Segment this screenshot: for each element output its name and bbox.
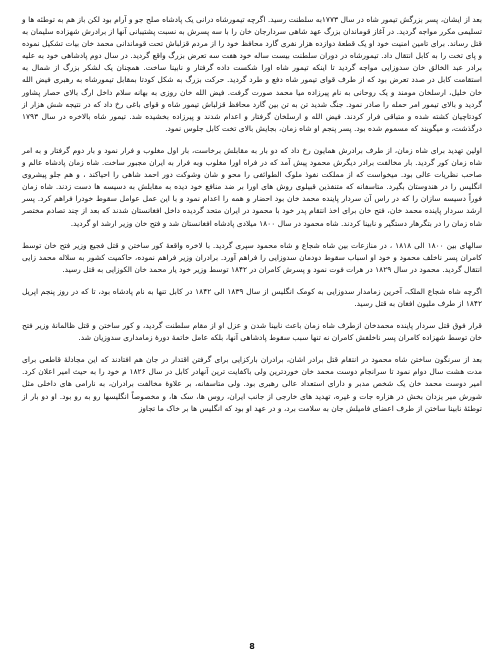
paragraph-shah-zaman: اولین تهدید برای شاه زمان، از طرف برادرش همایون رخ داد که دو بار به مقابلش برخاست، بار اول مغلوب و فرار نمود و بار دوم گرفتار و به امر شاه زمان کور گردید. بار مخالفت برادر دیگرش محمود پیش آمد که در فراه اورا مغلوب وبه فرار به ایران مجبور ساخت. شاه زمان پادشاه عالم و صاحب نظریات عالی بود. میخواست که از مملکت نفوذ ملوک الطوائفی را محو و شان وشوکت دور احمد شاهی را احیاکند ، و هم جلو پیشروی انگلیس را در هندوستان بگیرد. متاسفانه که متنفذین قبیلوی روش های اورا بر ضد منافع خود دیده به مقابلش به دسیسه ها دست زدند. شاه زمان فوراً دسیسه سازان را که در راس آن سردار پاینده محمد خان بود احضار و همه را اعدام نمود و با این عمل عوامل سقوط خودرا فراهم کرد. پسر ارشد سردار پاینده محمد خان، فتح خان برای اخذ انتقام پدر خود با محمود در ایران متحد گردیده داخل افغانستان شدند که بعد از چند تصادم مختصر شاه زمان را در بتگرهار دستگیر و نابینا کردند. شاه محمود در سال ۱۸۰۰ میلادی پادشاه افغانستان شد و فتح خان وزیر ارشد او گردید. — [22, 145, 482, 228]
paragraph-dost-mohammad: بعد از سرنگون ساختن شاه محمود در انتقام قتل برادر اشان، برادران بارکزایی برای گرفتن اقتدار در جان هم افتادند که این مجادلهٔ قاطعی برای مدت هشت سال دوام نمود تا سرانجام دوست محمد خان خوردترین ولی باکفایت ترین آنهادر کابل در سال ۱۸۲۶ م خود را به حیث امیر اعلان کرد. امیر دوست محمد خان یک شخص مدبر و دارای استعداد عالی رهبری بود. ولی متاسفانه، بر علاوهٔ مخالفت برادران، به نارامی های داخلی مثل شورش میر یزدان بخش در هزاره جات و غیره، تهدید های خارجی از جانب ایران، روس ها، سک ها، و مخصوصاً انگلیسها رو به رو بود. او دو بار از توطئهٔ نابینا ساختن از طرف اعضای فامیلش جان به سلامت برد، و در عهد او بود که انگلیس ها بر خاک ما تجاوز — [22, 355, 482, 413]
paragraph-shah-shuja-ul-mulk: اگرچه شاه شجاع الملک، آخرین زمامدار سدوزایی به کومک انگلیس از سال ۱۸۳۹ الی ۱۸۴۲ در کابل تنها به نام پادشاه بود، تا که در روز پنجم اپریل ۱۸۴۲ از طرف ملیون افغان به قتل رسید. — [22, 286, 482, 308]
paragraph-timur-shah: بعد از ایشان، پسر بزرگش تیمور شاه در سال ۱۷۷۳به سلطنت رسید. اگرچه تیمورشاه درانی یک پادشاه صلح جو و آرام بود لکن باز هم به توطئه ها و تسلیمی مکرر مواجه گردید. در آغاز قوماندان بزرگ عهد شاهی سردارجان خان را با سه پسرش به نسبت پشتیبانی آنها از برادرش شهزاده سلیمان به قتل رساند. برای تامین امنیت خود او یک قطعهٔ دوازده هزار نفری گارد محافظ خود را از مردم قزلباش تحت قوماندانی محمد خان بیات تشکیل نموده و پای تخت را به کابل انتقال داد. تیمورشاه در دوران سلطنت بیست ساله خود هفت سه تعرض بزرگ واقع گردید. در سال دوم پادشاهی خود به علیه برادر عبد الخالق خان سدوزایی مواجه گردید تا اینکه تیمور شاه اورا شکست داده گرفتار و نابینا ساخت. همچنان یک لشکر بزرگ از شمال به استقامت کابل در صدد تعرض بود که از طرف قوای تیمور شاه دفع و طرد گردید. حرکت بزرگ به شکل کودتا بمقابل تیمورشاه به رهبری فیض الله خان خلیل، ارسلخان مومند و یک روحانی به نام پیرزاده میا محمد صورت گرفت. فیض الله خان روزی به بهانه سلام داخل ارگ بالای حصار پشاور گردید و بالای تیمور امر حمله را صادر نمود. جنگ شدید تن به تن بین گارد محافظ قزلباش تیمور شاه و قوای باغی رخ داد که در نتیجه شش هزار از کودتاچیان کشته شده و متباقی فرار کردند. فیض الله و ارسلخان گرفتار و اعدام شدند و پیرزاده بخشیده شد. تیمور شاه بالاخره در سال ۱۷۹۳ درگذشت، و میگویند که مسموم شده بود. پسر پنجم او شاه زمان، بجایش بالای تخت کابل جلوس نمود. — [22, 15, 482, 133]
paragraph-sadozai-fall: قرار فوق قتل سردار پاینده محمدخان ازطرف شاه زمان باعث نابینا شدن و عزل او از مقام سلطنت گردید، و کور ساختن و قتل ظالمانهٔ وزیر فتح خان توسط شهزاده کامران پسر ناخلفش کامران نه تنها سبب سقوط پادشاهی آنها، بلکه عامل خاتمهٔ دورهٔ زمامداری سدوزیان شد. — [22, 321, 482, 343]
page-number: 8 — [249, 642, 255, 651]
paragraph-shah-shuja-mahmud: سالهای بین ۱۸۰۰ الی ۱۸۱۸ ، در منازعات بین شاه شجاع و شاه محمود سپری گردید. با لاخره واقعهٔ کور ساختن و قتل فجیع وزیر فتح خان توسط کامران پسر ناخلف محمود و خود او اسباب سقوط دودمان سدوزایی را فراهم آورد. برادران وزیر فراهم نموده، حاکمیت کشور به سلاله محمد زایی انتقال گردید. محمود در سال ۱۸۲۹ در هرات فوت نمود و پسرش کامران در ۱۸۴۲ توسط وزیر خود یار محمد خان الکوزایی به قتل رسید. — [22, 240, 483, 274]
